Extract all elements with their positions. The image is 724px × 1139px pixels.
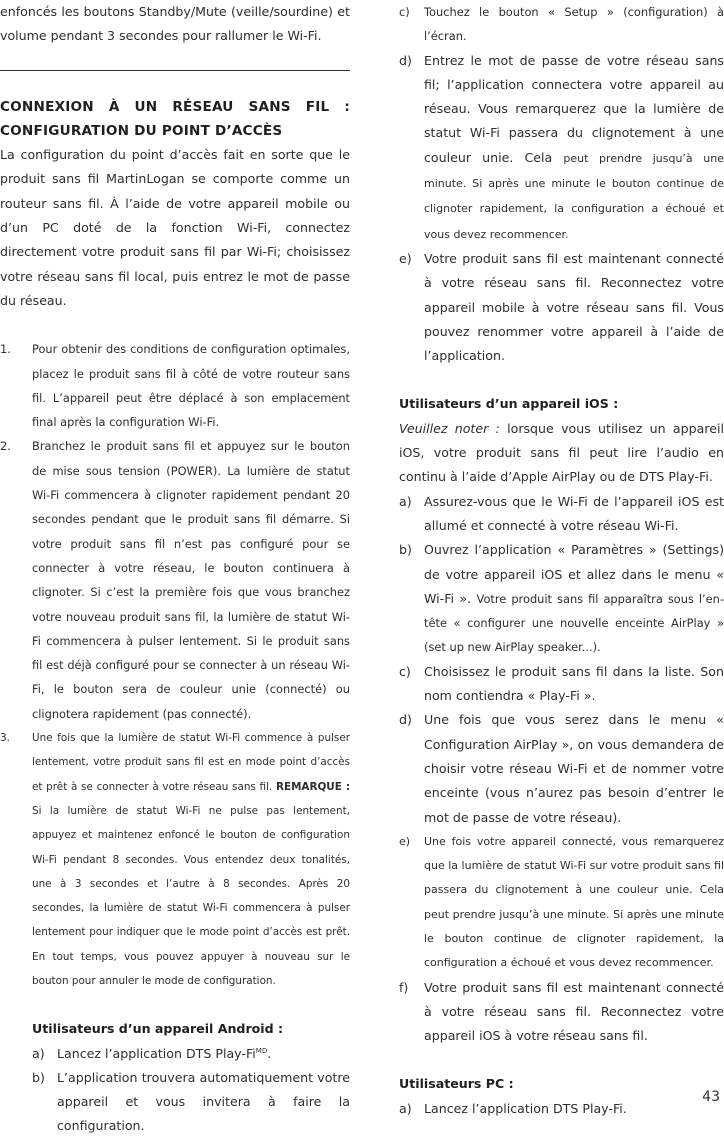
ios-note-text: lorsque vous utilisez un appareil iOS, votre produit sans fil peut lire l’audio en continu à l’aide d’Apple AirPlay ou de DTS Play-Fi. — [399, 420, 724, 485]
android-item-b — [32, 1066, 350, 1139]
item-marker: e) — [399, 834, 411, 848]
ios-item-a — [399, 490, 724, 539]
item-text: Touchez le bouton « Setup » (configuration) à l’écran. — [424, 5, 724, 44]
item-text: Une fois votre appareil connecté, vous remarquerez que la lumière de statut Wi-Fi sur votre produit sans fil passera du clignotement à une couleur unie. Cela peut prendre jusqu’à une minute. Si après une minute le bouton continue de clignoter rapidement, la configuration a échoué et vous devez recommencer. — [424, 834, 724, 970]
right-column — [399, 0, 724, 1121]
android-heading: Utilisateurs d’un appareil Android : — [32, 1021, 284, 1037]
step-marker: 3. — [0, 732, 10, 745]
item-marker: a) — [399, 493, 412, 509]
pc-item-a — [399, 1097, 724, 1121]
step-text: Branchez le produit sans fil et appuyez sur le bouton de mise sous tension (POWER). La lumière de statut Wi-Fi commencera à clignoter rapidement pendant 20 secondes pendant que le produit sans fil démarre. Si votre produit sans fil n’est pas configuré pour se connecter à votre réseau, le bouton continuera à clignoter. Si c’est la première fois que vous branchez votre nouveau produit sans fil, la lumière de statut Wi-Fi commencera à pulser lentement. Si le produit sans fil est déjà configuré pour se connecter à un réseau Wi-Fi, le bouton sera de couleur unie (connecté) ou clignotera rapidement (pas connecté). — [32, 439, 350, 721]
left-column — [0, 0, 350, 1139]
step-1 — [0, 337, 350, 434]
page-number: 43 — [702, 1089, 720, 1105]
item-marker: b) — [32, 1069, 45, 1085]
android-item-e — [399, 247, 724, 368]
step-text-cont: Si la lumière de statut Wi-Fi ne pulse pas lentement, appuyez et maintenez enfoncé le bouton de configuration Wi-Fi pendant 8 secondes. Vous entendez deux tonalités, une à 3 secondes et l’autre à 8 secondes. Après 20 secondes, la lumière de statut Wi-Fi commencera à pulser lentement pour indiquer que le mode point d’accès est prêt. En tout temps, vous pouvez appuyer à nouveau sur le bouton pour annuler le mode de configuration. — [32, 804, 350, 987]
item-text: Assurez-vous que le Wi-Fi de l’appareil iOS est allumé et connecté à votre réseau Wi-Fi. — [424, 493, 724, 533]
step-text: Une fois que la lumière de statut Wi-Fi commence à pulser lentement, votre produit sans fil est en mode point d’accès et prêt à se connecter à votre réseau sans fil. — [32, 732, 350, 793]
ios-item-c — [399, 660, 724, 709]
item-marker: c) — [399, 5, 410, 19]
item-marker: d) — [399, 712, 412, 728]
ios-note-label: Veuillez noter : — [399, 420, 500, 436]
item-text: Votre produit sans fil est maintenant connecté à votre réseau sans fil. Reconnectez votre appareil iOS à votre réseau sans fil. — [424, 979, 724, 1044]
ios-item-e — [399, 830, 724, 976]
item-marker: a) — [399, 1100, 412, 1116]
item-text: Lancez l’application DTS Play-Fi — [57, 1045, 256, 1061]
step-marker: 2. — [0, 439, 11, 454]
item-text: Choisissez le produit sans fil dans la liste. Son nom contiendra « Play-Fi ». — [424, 663, 724, 704]
step-marker: 1. — [0, 342, 11, 357]
item-marker: c) — [399, 663, 411, 679]
item-text: Votre produit sans fil est maintenant connecté à votre réseau sans fil. Reconnectez votre appareil mobile à votre réseau sans fil. Vous pouvez renommer votre appareil à l’aide de l’application. — [424, 250, 724, 364]
section-heading: CONNEXION À UN RÉSEAU SANS FIL : CONFIGURATION DU POINT D’ACCÈS — [0, 98, 350, 139]
ios-heading: Utilisateurs d’un appareil iOS : — [399, 396, 619, 412]
remark-label: REMARQUE : — [275, 780, 351, 793]
pc-heading: Utilisateurs PC : — [399, 1076, 514, 1092]
ios-item-f — [399, 976, 724, 1049]
item-marker: a) — [32, 1045, 45, 1061]
item-marker: d) — [399, 52, 412, 68]
ios-item-d — [399, 708, 724, 829]
item-text-cont: peut prendre jusqu’à une minute. Si après une minute le bouton continue de clignoter rapidement, la configuration a échoué et vous devez recommencer. — [424, 151, 724, 241]
intro-paragraph: enfoncés les boutons Standby/Mute (veille/sourdine) et volume pendant 3 secondes pour rallumer le Wi-Fi. — [0, 4, 350, 44]
ios-note — [399, 417, 724, 490]
section-divider — [0, 70, 350, 71]
item-text: Entrez le mot de passe de votre réseau sans fil; l’application connectera votre appareil au réseau. Vous remarquerez que la lumière de statut Wi-Fi passera du clignotement à une couleur unie. Cela — [424, 52, 724, 165]
item-marker: e) — [399, 250, 412, 266]
item-text: L’application trouvera automatiquement votre appareil et vous invitera à faire la configuration. — [57, 1069, 350, 1134]
item-text: Ouvrez l’application « Paramètres » (Settings) de votre appareil iOS et allez dans le menu « Wi-Fi ». — [424, 542, 724, 606]
ios-item-b — [399, 538, 724, 659]
section-paragraph: La configuration du point d’accès fait en sorte que le produit sans fil MartinLogan se comporte comme un routeur sans fil. À l’aide de votre appareil mobile ou d’un PC doté de la fonction Wi-Fi, connectez directement votre produit sans fil par Wi-Fi; choisissez votre réseau sans fil local, puis entrez le mot de passe du réseau. — [0, 147, 350, 308]
item-marker: f) — [399, 979, 409, 995]
step-3 — [0, 726, 350, 993]
item-text-cont: Votre produit sans fil apparaîtra sous l’en-tête « configurer une nouvelle enceinte AirPlay » (set up new AirPlay speaker...). — [424, 591, 724, 655]
item-text: Lancez l’application DTS Play-Fi. — [424, 1100, 627, 1116]
android-item-d — [399, 49, 724, 247]
step-2 — [0, 434, 350, 726]
android-item-c — [399, 0, 724, 49]
item-marker: b) — [399, 542, 412, 558]
step-text: Pour obtenir des conditions de configuration optimales, placez le produit sans fil à côté de votre routeur sans fil. L’appareil peut être déplacé à son emplacement final après la configuration Wi-Fi. — [32, 342, 350, 430]
android-item-a: a) Lancez l’application DTS Play-$Fi^{MD}$. — [32, 1042, 350, 1066]
trademark-sup: MD — [255, 1046, 268, 1055]
item-text: Une fois que vous serez dans le menu « Configuration AirPlay », on vous demandera de choisir votre réseau Wi-Fi et de nommer votre enceinte (vous n’aurez pas besoin d’entrer le mot de passe de votre réseau). — [424, 712, 724, 825]
